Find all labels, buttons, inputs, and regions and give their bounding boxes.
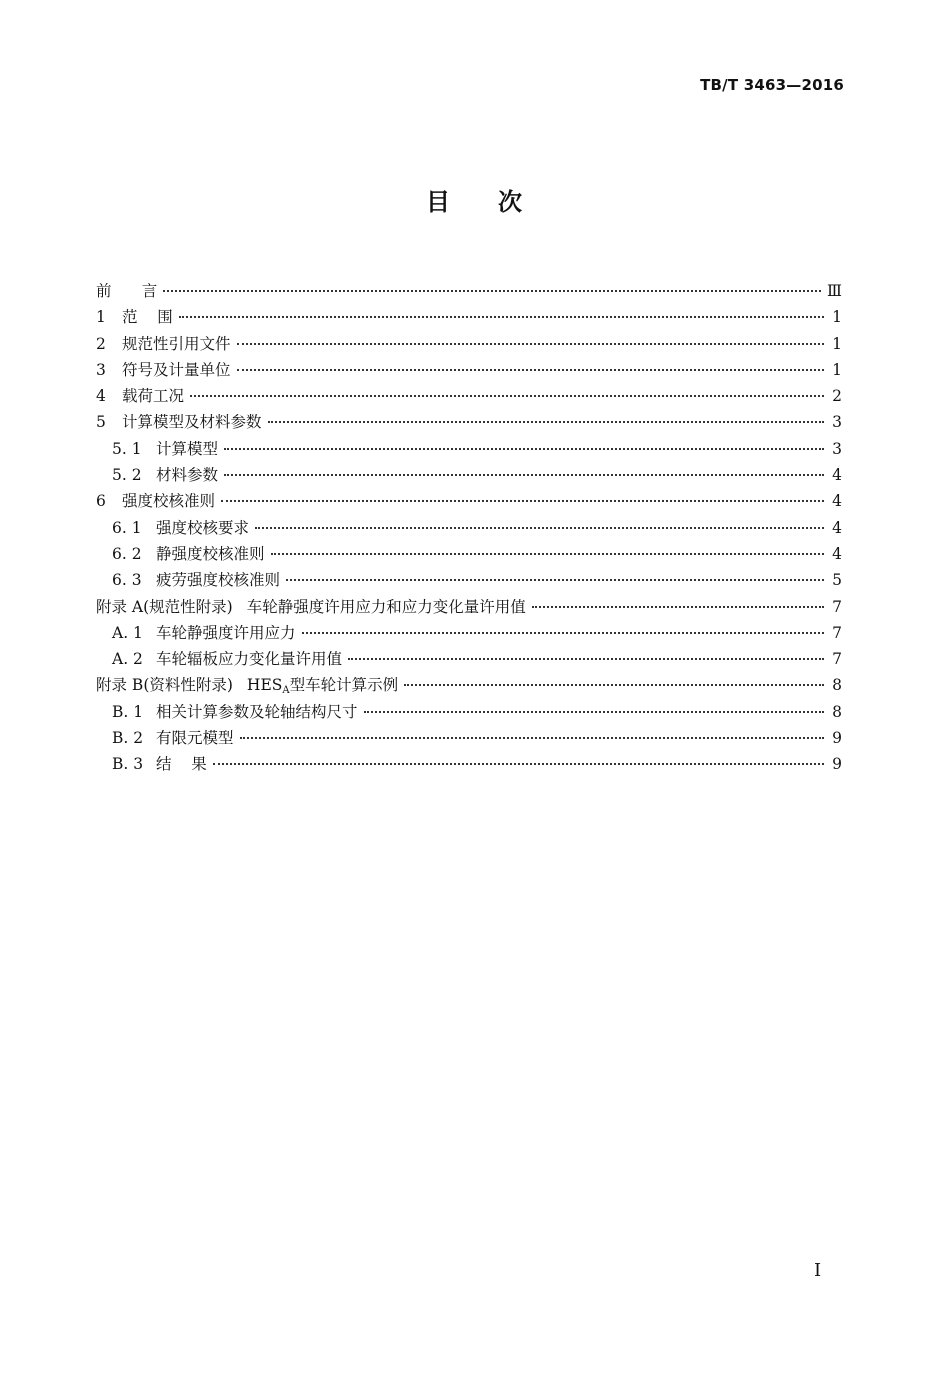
toc-entry-page: Ⅲ bbox=[827, 282, 842, 300]
toc-entry-number: 6. 3 bbox=[112, 571, 142, 590]
toc-entry-label: 强度校核准则 bbox=[122, 492, 216, 511]
dot-leader bbox=[240, 737, 824, 739]
toc-entry bbox=[96, 304, 842, 330]
table-of-contents bbox=[96, 278, 842, 778]
dot-leader bbox=[302, 632, 824, 634]
toc-entry-number: B. 1 bbox=[112, 702, 144, 721]
toc-entry-label: 有限元模型 bbox=[156, 729, 234, 748]
toc-entry-number: 6 bbox=[96, 492, 106, 511]
toc-entry-page: 1 bbox=[832, 308, 842, 327]
dot-leader bbox=[224, 448, 824, 450]
toc-entry-label: 材料参数 bbox=[156, 466, 219, 485]
page-title bbox=[0, 182, 950, 217]
toc-entry bbox=[96, 436, 842, 462]
toc-entry-label: 计算模型及材料参数 bbox=[122, 413, 262, 432]
toc-entry-label: 静强度校核准则 bbox=[156, 544, 265, 563]
toc-entry-number: 5. 1 bbox=[112, 439, 142, 458]
toc-entry-label: 载荷工况 bbox=[122, 387, 185, 406]
dot-leader bbox=[213, 763, 824, 765]
toc-entry-number: 2 bbox=[96, 334, 106, 353]
toc-entry-number: B. 2 bbox=[112, 729, 144, 748]
dot-leader bbox=[255, 527, 824, 529]
toc-entry-label: 言 bbox=[122, 282, 158, 300]
toc-entry-label-suffix: 型车轮计算示例 bbox=[289, 676, 399, 695]
toc-entry-number: A. 1 bbox=[112, 623, 143, 642]
dot-leader bbox=[404, 684, 824, 686]
toc-entry bbox=[96, 357, 842, 383]
toc-entry-page: 2 bbox=[832, 387, 842, 406]
toc-entry-number: 5. 2 bbox=[112, 466, 142, 485]
toc-entry bbox=[96, 331, 842, 357]
dot-leader bbox=[348, 658, 824, 660]
toc-entry-page: 1 bbox=[832, 360, 842, 379]
toc-entry-page: 4 bbox=[832, 544, 842, 563]
toc-entry-label: 结 果 bbox=[156, 755, 207, 774]
toc-entry bbox=[96, 620, 842, 646]
toc-entry-label: 规范性引用文件 bbox=[122, 334, 231, 353]
title-char-1: 目 bbox=[426, 188, 452, 216]
toc-entry-label: 相关计算参数及轮轴结构尺寸 bbox=[156, 702, 358, 721]
toc-entry-label: 车轮辐板应力变化量许用值 bbox=[156, 650, 343, 669]
toc-entry bbox=[96, 646, 842, 672]
toc-entry bbox=[96, 699, 842, 725]
toc-entry bbox=[96, 541, 842, 567]
toc-entry-page: 3 bbox=[832, 439, 842, 458]
toc-entry bbox=[96, 751, 842, 777]
toc-entry bbox=[96, 409, 842, 435]
title-char-2: 次 bbox=[498, 188, 524, 216]
toc-entry-page: 8 bbox=[832, 702, 842, 721]
toc-entry-label-subscript: A bbox=[282, 685, 290, 697]
toc-entry-label: 车轮静强度许用应力和应力变化量许用值 bbox=[246, 597, 526, 616]
toc-entry-number: A. 2 bbox=[112, 650, 143, 669]
toc-entry-page: 7 bbox=[832, 650, 842, 669]
dot-leader bbox=[237, 343, 824, 345]
toc-entry-label-prefix: HES bbox=[246, 676, 283, 695]
toc-entry-page: 4 bbox=[832, 518, 842, 537]
standard-code: TB/T 3463—2016 bbox=[700, 76, 844, 94]
toc-entry-page: 7 bbox=[832, 597, 842, 616]
toc-entry-number: 6. 1 bbox=[112, 518, 142, 537]
toc-entry bbox=[96, 725, 842, 751]
dot-leader bbox=[364, 711, 824, 713]
toc-entry-label: 符号及计量单位 bbox=[122, 360, 231, 379]
toc-entry-label: 强度校核要求 bbox=[156, 518, 250, 537]
dot-leader bbox=[224, 474, 824, 476]
toc-entry-number: 4 bbox=[96, 387, 106, 406]
toc-entry bbox=[96, 462, 842, 488]
toc-entry-label: 车轮静强度许用应力 bbox=[156, 623, 296, 642]
dot-leader bbox=[532, 606, 824, 608]
dot-leader bbox=[221, 500, 824, 502]
toc-entry-number: 1 bbox=[96, 308, 106, 327]
dot-leader bbox=[268, 421, 824, 423]
toc-entry bbox=[96, 515, 842, 541]
toc-entry bbox=[96, 488, 842, 514]
toc-entry-page: 4 bbox=[832, 466, 842, 485]
dot-leader bbox=[237, 369, 824, 371]
toc-entry-page: 9 bbox=[832, 729, 842, 748]
toc-entry-number: 前 bbox=[96, 282, 112, 300]
toc-entry-label: 范 围 bbox=[122, 308, 173, 327]
toc-entry-page: 9 bbox=[832, 755, 842, 774]
toc-entry bbox=[96, 594, 842, 620]
toc-entry-page: 4 bbox=[832, 492, 842, 511]
toc-entry-page: 1 bbox=[832, 334, 842, 353]
toc-entry-page: 3 bbox=[832, 413, 842, 432]
toc-entry-number: B. 3 bbox=[112, 755, 144, 774]
toc-entry-page: 8 bbox=[832, 676, 842, 695]
toc-entry-number: 5 bbox=[96, 413, 106, 432]
toc-entry-page: 7 bbox=[832, 623, 842, 642]
toc-entry-number: 附录 A(规范性附录) bbox=[96, 597, 233, 616]
toc-entry bbox=[96, 278, 842, 304]
toc-entry bbox=[96, 672, 842, 698]
toc-entry-label: 计算模型 bbox=[156, 439, 219, 458]
page-number: I bbox=[814, 1260, 822, 1281]
toc-entry-label: 疲劳强度校核准则 bbox=[156, 571, 281, 590]
dot-leader bbox=[179, 316, 824, 318]
dot-leader bbox=[286, 579, 824, 581]
toc-entry bbox=[96, 567, 842, 593]
toc-entry bbox=[96, 383, 842, 409]
toc-entry-number: 3 bbox=[96, 360, 106, 379]
toc-entry-number: 附录 B(资料性附录) bbox=[96, 676, 233, 695]
toc-entry-page: 5 bbox=[832, 571, 842, 590]
dot-leader bbox=[163, 290, 821, 292]
dot-leader bbox=[271, 553, 824, 555]
dot-leader bbox=[190, 395, 824, 397]
toc-entry-number: 6. 2 bbox=[112, 544, 142, 563]
